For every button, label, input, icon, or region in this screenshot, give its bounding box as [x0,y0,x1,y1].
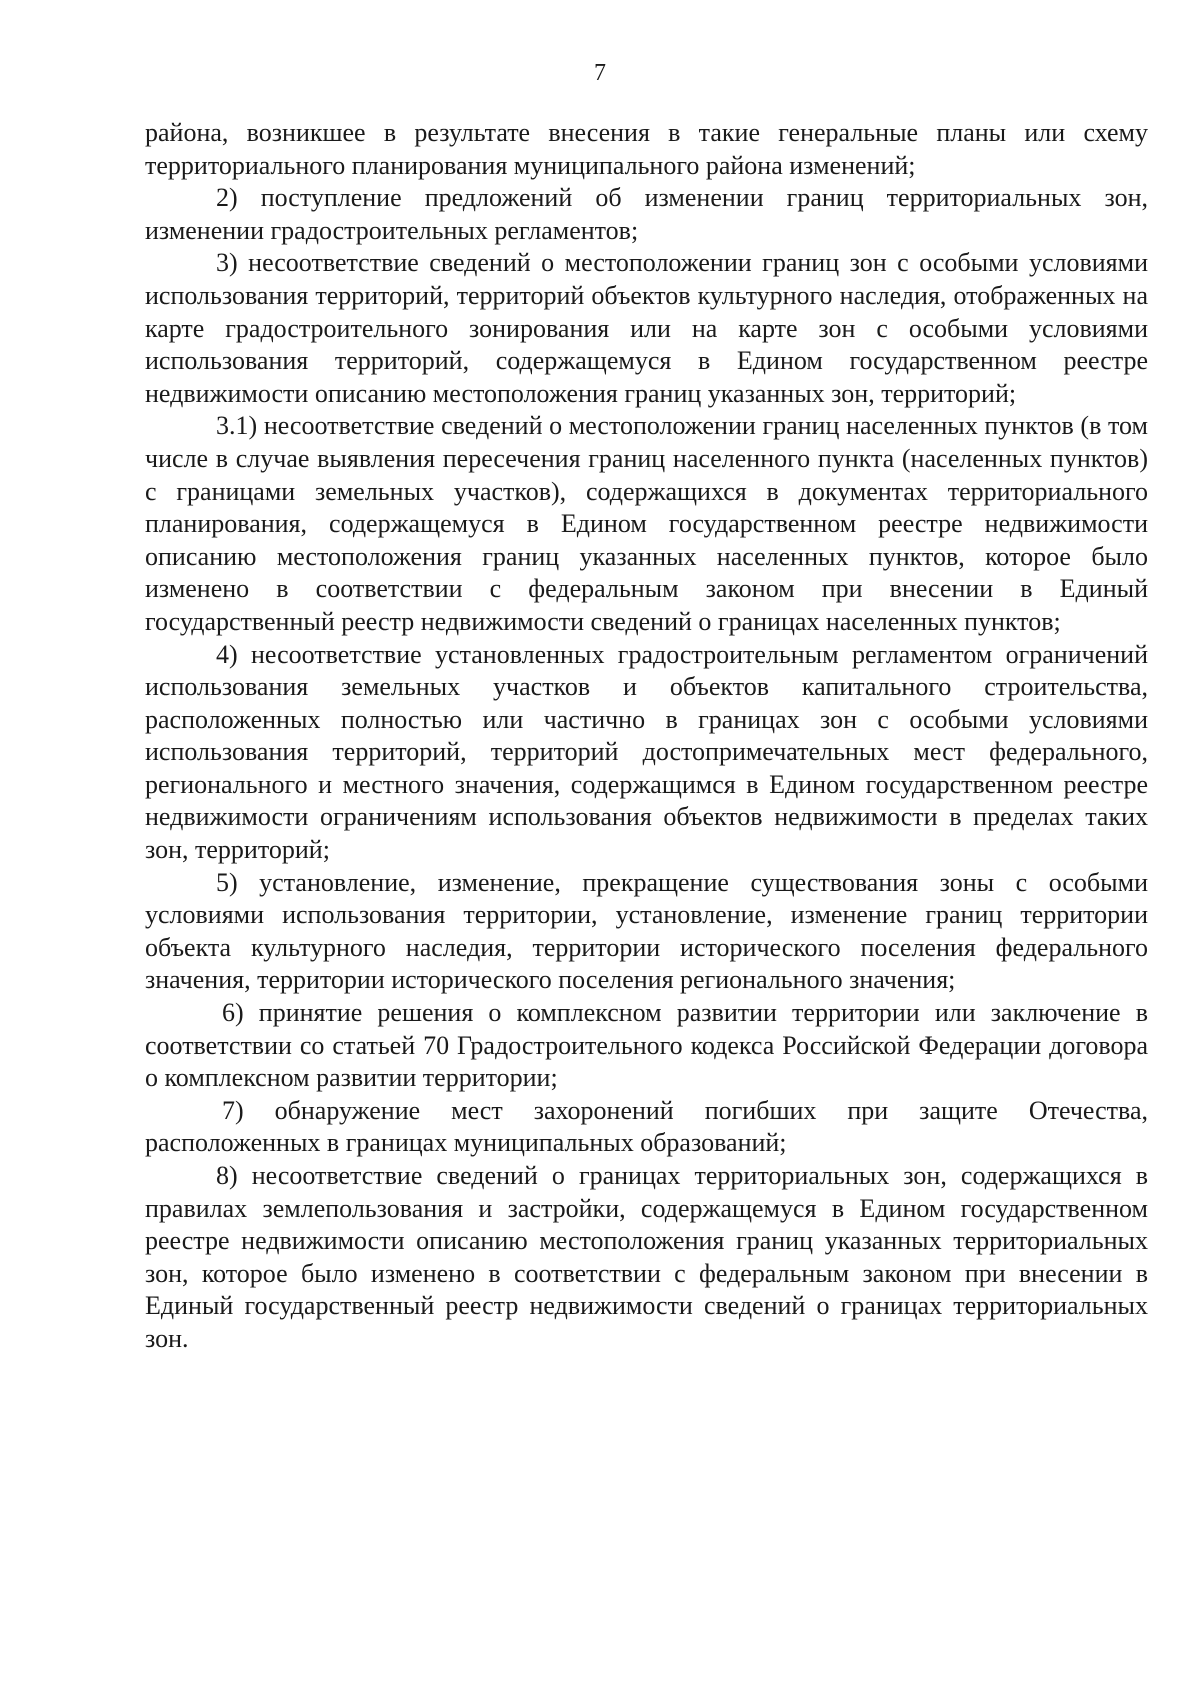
document-body [145,117,1148,1356]
paragraph-item-4: 4) несоответствие установленных градостроительным регламентом ограничений использования земельных участков и объектов капитального строительства, расположенных полностью или частично в границах зон с особыми условиями использования территорий, территорий достопримечательных мест федерального, регионального и местного значения, содержащимся в Едином государственном реестре недвижимости ограничениям использования объектов недвижимости в пределах таких зон, территорий; [145,639,1148,865]
paragraph-item-2: 2) поступление предложений об изменении границ территориальных зон, изменении градостроительных регламентов; [145,183,1148,245]
paragraph-item-6: 6) принятие решения о комплексном развитии территории или заключение в соответствии со статьей 70 Градостроительного кодекса Российской Федерации договора о комплексном развитии территории; [145,998,1148,1093]
paragraph-item-7: 7) обнаружение мест захоронений погибших при защите Отечества, расположенных в границах муниципальных образований; [145,1095,1148,1158]
paragraph-item-3: 3) несоответствие сведений о местоположении границ зон с особыми условиями использования территорий, территорий объектов культурного наследия, отображенных на карте градостроительного зонирования или на карте зон с особыми условиями использования территорий, содержащемуся в Едином государственном реестре недвижимости описанию местоположения границ указанных зон, территорий; [145,248,1148,408]
paragraph-item-5: 5) установление, изменение, прекращение существования зоны с особыми условиями использования территории, установление, изменение границ территории объекта культурного наследия, территории исторического поселения федерального значения, территории исторического поселения регионального значения; [145,867,1148,995]
paragraph-continuation: района, возникшее в результате внесения в такие генеральные планы или схему территориального планирования муниципального района изменений; [145,118,1148,180]
page-number: 7 [594,60,606,86]
paragraph-item-8: 8) несоответствие сведений о границах территориальных зон, содержащихся в правилах землепользования и застройки, содержащемуся в Едином государственном реестре недвижимости описанию местоположения границ указанных территориальных зон, которое было изменено в соответствии с федеральным законом при внесении в Единый государственный реестр недвижимости сведений о границах территориальных зон. [145,1161,1148,1353]
paragraph-item-3-1: 3.1) несоответствие сведений о местоположении границ населенных пунктов (в том числе в случае выявления пересечения границ населенного пункта (населенных пунктов) с границами земельных участков), содержащихся в документах территориального планирования, содержащемуся в Едином государственном реестре недвижимости описанию местоположения границ указанных населенных пунктов, которое было изменено в соответствии с федеральным законом при внесении в Единый государственный реестр недвижимости сведений о границах населенных пунктов; [145,411,1148,636]
